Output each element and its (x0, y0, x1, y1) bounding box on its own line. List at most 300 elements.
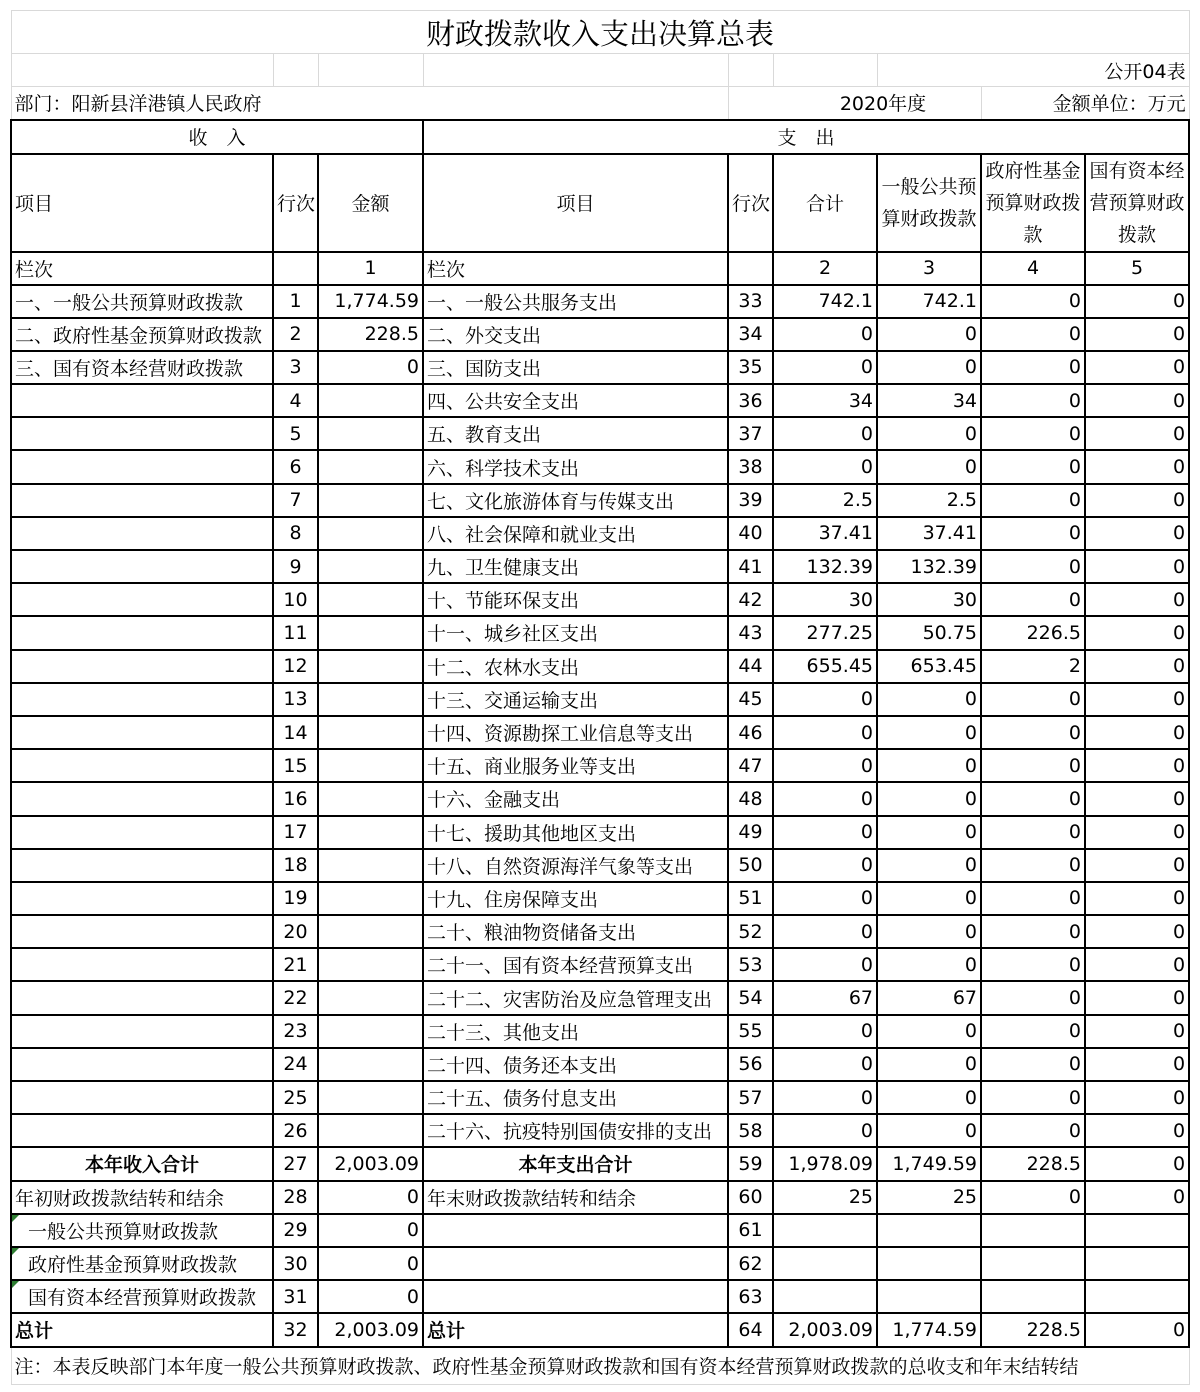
expense-line-no: 49 (728, 816, 773, 849)
government-fund-amount: 0 (981, 550, 1085, 583)
income-amount (318, 749, 423, 782)
income-item: 一般公共预算财政拨款 (11, 1214, 273, 1247)
income-line-no: 29 (273, 1214, 318, 1247)
income-line-no: 7 (273, 484, 318, 517)
expense-item: 六、科学技术支出 (423, 450, 728, 483)
income-item (11, 550, 273, 583)
income-line-no: 32 (273, 1313, 318, 1346)
table-row (11, 616, 1189, 649)
income-line-no: 21 (273, 948, 318, 981)
expense-total: 34 (773, 384, 877, 417)
expense-line-no: 39 (728, 484, 773, 517)
income-item: 总计 (11, 1313, 273, 1346)
income-line-no: 14 (273, 716, 318, 749)
expense-item: 十四、资源勘探工业信息等支出 (423, 716, 728, 749)
income-line-no: 27 (273, 1147, 318, 1180)
expense-total: 0 (773, 915, 877, 948)
government-fund-amount: 0 (981, 749, 1085, 782)
table-row (11, 318, 1189, 351)
state-capital-amount: 0 (1085, 1015, 1189, 1048)
income-line-no: 18 (273, 849, 318, 882)
expense-item: 总计 (423, 1313, 728, 1346)
income-item (11, 683, 273, 716)
table-row (11, 583, 1189, 616)
income-section-header: 收 入 (11, 120, 423, 154)
income-line-no: 31 (273, 1280, 318, 1313)
expense-item: 十三、交通运输支出 (423, 683, 728, 716)
income-amount (318, 782, 423, 815)
col-header-amount: 金额 (318, 154, 423, 252)
expense-section-header: 支 出 (423, 120, 1189, 154)
expense-line-no: 41 (728, 550, 773, 583)
income-line-no: 3 (273, 351, 318, 384)
column-number: 4 (981, 252, 1085, 285)
income-amount (318, 948, 423, 981)
income-item: 三、国有资本经营财政拨款 (11, 351, 273, 384)
expense-item (423, 1214, 728, 1247)
column-header-row (11, 154, 1189, 252)
general-budget-amount: 653.45 (877, 650, 981, 683)
income-amount (318, 849, 423, 882)
income-item (11, 1015, 273, 1048)
table-row (11, 849, 1189, 882)
column-number: 1 (318, 252, 423, 285)
income-amount (318, 450, 423, 483)
income-amount (318, 816, 423, 849)
state-capital-amount: 0 (1085, 1181, 1189, 1214)
state-capital-amount: 0 (1085, 450, 1189, 483)
income-amount: 1,774.59 (318, 285, 423, 318)
expense-total: 742.1 (773, 285, 877, 318)
income-line-no: 15 (273, 749, 318, 782)
table-row (11, 882, 1189, 915)
income-amount: 228.5 (318, 318, 423, 351)
income-item (11, 882, 273, 915)
state-capital-amount: 0 (1085, 384, 1189, 417)
state-capital-amount: 0 (1085, 849, 1189, 882)
expense-total (773, 1247, 877, 1280)
expense-line-no: 60 (728, 1181, 773, 1214)
government-fund-amount (981, 1280, 1085, 1313)
expense-line-no: 33 (728, 285, 773, 318)
income-item: 一、一般公共预算财政拨款 (11, 285, 273, 318)
expense-line-no: 59 (728, 1147, 773, 1180)
general-budget-amount: 0 (877, 948, 981, 981)
expense-total: 0 (773, 1114, 877, 1147)
income-item (11, 1081, 273, 1114)
income-line-no: 2 (273, 318, 318, 351)
government-fund-amount: 0 (981, 517, 1085, 550)
expense-total: 0 (773, 849, 877, 882)
income-line-no: 30 (273, 1247, 318, 1280)
table-row (11, 384, 1189, 417)
income-line-no: 16 (273, 782, 318, 815)
general-budget-amount: 742.1 (877, 285, 981, 318)
expense-total: 0 (773, 816, 877, 849)
expense-item (423, 1280, 728, 1313)
income-item (11, 782, 273, 815)
state-capital-amount: 0 (1085, 351, 1189, 384)
expense-item: 二十五、债务付息支出 (423, 1081, 728, 1114)
expense-line-no: 58 (728, 1114, 773, 1147)
general-budget-amount: 0 (877, 683, 981, 716)
income-item (11, 417, 273, 450)
income-item (11, 749, 273, 782)
general-budget-amount: 67 (877, 981, 981, 1014)
expense-item: 二十六、抗疫特别国债安排的支出 (423, 1114, 728, 1147)
government-fund-amount: 0 (981, 1015, 1085, 1048)
table-row (11, 1015, 1189, 1048)
state-capital-amount: 0 (1085, 1081, 1189, 1114)
expense-total: 37.41 (773, 517, 877, 550)
expense-item: 二十、粮油物资储备支出 (423, 915, 728, 948)
income-amount (318, 882, 423, 915)
income-item (11, 384, 273, 417)
table-row (11, 683, 1189, 716)
state-capital-amount: 0 (1085, 816, 1189, 849)
government-fund-amount: 0 (981, 417, 1085, 450)
department-label: 部门：阳新县洋港镇人民政府 (11, 87, 728, 120)
fiscal-appropriation-table (10, 10, 1190, 1385)
state-capital-amount: 0 (1085, 583, 1189, 616)
general-budget-amount: 25 (877, 1181, 981, 1214)
income-amount: 0 (318, 1181, 423, 1214)
carryover-row (11, 1214, 1189, 1247)
column-number-label: 栏次 (11, 252, 273, 285)
table-row (11, 749, 1189, 782)
general-budget-amount: 0 (877, 816, 981, 849)
income-line-no: 12 (273, 650, 318, 683)
expense-total: 30 (773, 583, 877, 616)
form-code-row (11, 54, 1189, 87)
expense-line-no: 43 (728, 616, 773, 649)
form-code: 公开04表 (877, 54, 1189, 87)
state-capital-amount: 0 (1085, 650, 1189, 683)
state-capital-amount: 0 (1085, 716, 1189, 749)
income-amount: 0 (318, 1280, 423, 1313)
expense-total (773, 1214, 877, 1247)
expense-total: 132.39 (773, 550, 877, 583)
general-budget-amount: 30 (877, 583, 981, 616)
income-amount (318, 716, 423, 749)
income-amount (318, 981, 423, 1014)
income-line-no: 6 (273, 450, 318, 483)
income-amount: 0 (318, 1214, 423, 1247)
state-capital-amount (1085, 1280, 1189, 1313)
table-row (11, 981, 1189, 1014)
state-capital-amount: 0 (1085, 484, 1189, 517)
income-amount: 0 (318, 351, 423, 384)
government-fund-amount: 0 (981, 450, 1085, 483)
expense-total: 0 (773, 1081, 877, 1114)
expense-item: 十九、住房保障支出 (423, 882, 728, 915)
income-item: 二、政府性基金预算财政拨款 (11, 318, 273, 351)
income-line-no: 26 (273, 1114, 318, 1147)
government-fund-amount: 0 (981, 849, 1085, 882)
income-amount (318, 1114, 423, 1147)
table-row (11, 550, 1189, 583)
table-row (11, 948, 1189, 981)
state-capital-amount: 0 (1085, 683, 1189, 716)
expense-item: 年末财政拨款结转和结余 (423, 1181, 728, 1214)
table-row (11, 484, 1189, 517)
government-fund-amount: 0 (981, 1181, 1085, 1214)
state-capital-amount: 0 (1085, 782, 1189, 815)
expense-line-no: 40 (728, 517, 773, 550)
state-capital-amount: 0 (1085, 981, 1189, 1014)
income-amount (318, 650, 423, 683)
government-fund-amount: 0 (981, 882, 1085, 915)
income-amount (318, 616, 423, 649)
government-fund-amount: 2 (981, 650, 1085, 683)
income-amount (318, 517, 423, 550)
general-budget-amount (877, 1247, 981, 1280)
income-item (11, 1114, 273, 1147)
expense-item: 一、一般公共服务支出 (423, 285, 728, 318)
expense-line-no: 55 (728, 1015, 773, 1048)
government-fund-amount: 0 (981, 948, 1085, 981)
income-line-no: 28 (273, 1181, 318, 1214)
income-item (11, 650, 273, 683)
government-fund-amount: 0 (981, 285, 1085, 318)
general-budget-amount: 132.39 (877, 550, 981, 583)
general-budget-amount: 1,774.59 (877, 1313, 981, 1346)
expense-item: 十六、金融支出 (423, 782, 728, 815)
income-amount (318, 550, 423, 583)
expense-total: 0 (773, 417, 877, 450)
expense-item: 十、节能环保支出 (423, 583, 728, 616)
state-capital-amount: 0 (1085, 1048, 1189, 1081)
government-fund-amount: 226.5 (981, 616, 1085, 649)
state-capital-amount: 0 (1085, 1114, 1189, 1147)
table-row (11, 417, 1189, 450)
income-line-no: 25 (273, 1081, 318, 1114)
general-budget-amount: 0 (877, 915, 981, 948)
government-fund-amount: 228.5 (981, 1313, 1085, 1346)
expense-item: 三、国防支出 (423, 351, 728, 384)
expense-total: 0 (773, 450, 877, 483)
income-amount: 2,003.09 (318, 1313, 423, 1346)
state-capital-amount: 0 (1085, 318, 1189, 351)
state-capital-amount: 0 (1085, 285, 1189, 318)
income-line-no: 8 (273, 517, 318, 550)
expense-total: 0 (773, 318, 877, 351)
subtotal-row (11, 1147, 1189, 1180)
expense-total: 0 (773, 782, 877, 815)
income-line-no: 11 (273, 616, 318, 649)
expense-item: 四、公共安全支出 (423, 384, 728, 417)
expense-line-no: 57 (728, 1081, 773, 1114)
income-line-no: 13 (273, 683, 318, 716)
expense-total: 1,978.09 (773, 1147, 877, 1180)
income-line-no: 23 (273, 1015, 318, 1048)
income-item (11, 1048, 273, 1081)
col-header-government-fund: 政府性基金预算财政拨款 (981, 154, 1085, 252)
general-budget-amount: 0 (877, 1015, 981, 1048)
table-row (11, 450, 1189, 483)
state-capital-amount: 0 (1085, 616, 1189, 649)
income-amount: 2,003.09 (318, 1147, 423, 1180)
state-capital-amount (1085, 1214, 1189, 1247)
expense-total: 0 (773, 948, 877, 981)
table-row (11, 782, 1189, 815)
column-number: 2 (773, 252, 877, 285)
general-budget-amount: 50.75 (877, 616, 981, 649)
expense-line-no: 53 (728, 948, 773, 981)
expense-total: 2.5 (773, 484, 877, 517)
income-amount (318, 1081, 423, 1114)
col-header-expense-line: 行次 (728, 154, 773, 252)
general-budget-amount: 0 (877, 450, 981, 483)
government-fund-amount (981, 1214, 1085, 1247)
income-amount (318, 484, 423, 517)
section-header-row (11, 120, 1189, 154)
income-line-no: 22 (273, 981, 318, 1014)
income-amount (318, 417, 423, 450)
col-header-state-capital: 国有资本经营预算财政拨款 (1085, 154, 1189, 252)
general-budget-amount: 34 (877, 384, 981, 417)
expense-line-no: 47 (728, 749, 773, 782)
government-fund-amount: 0 (981, 384, 1085, 417)
government-fund-amount: 0 (981, 782, 1085, 815)
table-row (11, 816, 1189, 849)
col-header-income-line: 行次 (273, 154, 318, 252)
general-budget-amount: 0 (877, 749, 981, 782)
general-budget-amount: 2.5 (877, 484, 981, 517)
government-fund-amount: 0 (981, 981, 1085, 1014)
general-budget-amount: 0 (877, 1081, 981, 1114)
general-budget-amount: 0 (877, 1114, 981, 1147)
general-budget-amount (877, 1214, 981, 1247)
expense-line-no: 42 (728, 583, 773, 616)
government-fund-amount: 0 (981, 484, 1085, 517)
government-fund-amount: 228.5 (981, 1147, 1085, 1180)
table-row (11, 285, 1189, 318)
expense-total: 2,003.09 (773, 1313, 877, 1346)
income-item (11, 948, 273, 981)
fiscal-year: 2020年度 (728, 87, 981, 120)
expense-item: 十八、自然资源海洋气象等支出 (423, 849, 728, 882)
page-title: 财政拨款收入支出决算总表 (11, 11, 1189, 54)
income-line-no: 9 (273, 550, 318, 583)
col-header-expense-item: 项目 (423, 154, 728, 252)
expense-item: 二、外交支出 (423, 318, 728, 351)
expense-item: 十二、农林水支出 (423, 650, 728, 683)
expense-item: 十五、商业服务业等支出 (423, 749, 728, 782)
expense-item: 二十四、债务还本支出 (423, 1048, 728, 1081)
government-fund-amount: 0 (981, 1048, 1085, 1081)
expense-total: 0 (773, 1015, 877, 1048)
expense-line-no: 50 (728, 849, 773, 882)
state-capital-amount: 0 (1085, 517, 1189, 550)
expense-total: 0 (773, 882, 877, 915)
income-amount (318, 915, 423, 948)
column-number: 5 (1085, 252, 1189, 285)
general-budget-amount: 0 (877, 849, 981, 882)
amount-unit: 金额单位：万元 (981, 87, 1189, 120)
expense-line-no: 48 (728, 782, 773, 815)
table-row (11, 1048, 1189, 1081)
income-item (11, 849, 273, 882)
expense-total: 0 (773, 683, 877, 716)
expense-item: 二十二、灾害防治及应急管理支出 (423, 981, 728, 1014)
income-item (11, 583, 273, 616)
expense-item: 五、教育支出 (423, 417, 728, 450)
carryover-row (11, 1247, 1189, 1280)
income-amount (318, 683, 423, 716)
government-fund-amount: 0 (981, 1081, 1085, 1114)
expense-total: 0 (773, 1048, 877, 1081)
column-number-label: 栏次 (423, 252, 728, 285)
state-capital-amount: 0 (1085, 882, 1189, 915)
expense-line-no: 56 (728, 1048, 773, 1081)
expense-item: 本年支出合计 (423, 1147, 728, 1180)
income-item (11, 816, 273, 849)
expense-line-no: 54 (728, 981, 773, 1014)
expense-line-no: 38 (728, 450, 773, 483)
income-item (11, 517, 273, 550)
state-capital-amount (1085, 1247, 1189, 1280)
income-line-no: 19 (273, 882, 318, 915)
carryover-row (11, 1280, 1189, 1313)
expense-line-no: 35 (728, 351, 773, 384)
expense-item (423, 1247, 728, 1280)
column-number: 3 (877, 252, 981, 285)
general-budget-amount: 0 (877, 716, 981, 749)
income-line-no: 1 (273, 285, 318, 318)
state-capital-amount: 0 (1085, 550, 1189, 583)
government-fund-amount: 0 (981, 351, 1085, 384)
expense-line-no: 51 (728, 882, 773, 915)
income-item (11, 450, 273, 483)
table-row (11, 351, 1189, 384)
government-fund-amount: 0 (981, 1114, 1085, 1147)
state-capital-amount: 0 (1085, 1313, 1189, 1346)
general-budget-amount: 0 (877, 1048, 981, 1081)
expense-total: 655.45 (773, 650, 877, 683)
income-item (11, 484, 273, 517)
government-fund-amount: 0 (981, 816, 1085, 849)
expense-item: 十一、城乡社区支出 (423, 616, 728, 649)
general-budget-amount: 0 (877, 882, 981, 915)
expense-line-no: 61 (728, 1214, 773, 1247)
income-item: 年初财政拨款结转和结余 (11, 1181, 273, 1214)
expense-total: 67 (773, 981, 877, 1014)
income-line-no: 4 (273, 384, 318, 417)
expense-line-no: 46 (728, 716, 773, 749)
table-row (11, 650, 1189, 683)
government-fund-amount: 0 (981, 318, 1085, 351)
income-amount (318, 1015, 423, 1048)
income-line-no: 5 (273, 417, 318, 450)
col-header-income-item: 项目 (11, 154, 273, 252)
income-amount (318, 583, 423, 616)
income-amount (318, 1048, 423, 1081)
expense-line-no: 34 (728, 318, 773, 351)
expense-line-no: 62 (728, 1247, 773, 1280)
expense-item: 七、文化旅游体育与传媒支出 (423, 484, 728, 517)
expense-total: 0 (773, 716, 877, 749)
government-fund-amount: 0 (981, 716, 1085, 749)
income-item (11, 981, 273, 1014)
table-row (11, 517, 1189, 550)
col-header-general-budget: 一般公共预算财政拨款 (877, 154, 981, 252)
table-row (11, 1081, 1189, 1114)
income-amount: 0 (318, 1247, 423, 1280)
income-line-no: 24 (273, 1048, 318, 1081)
income-line-no: 10 (273, 583, 318, 616)
expense-line-no: 64 (728, 1313, 773, 1346)
